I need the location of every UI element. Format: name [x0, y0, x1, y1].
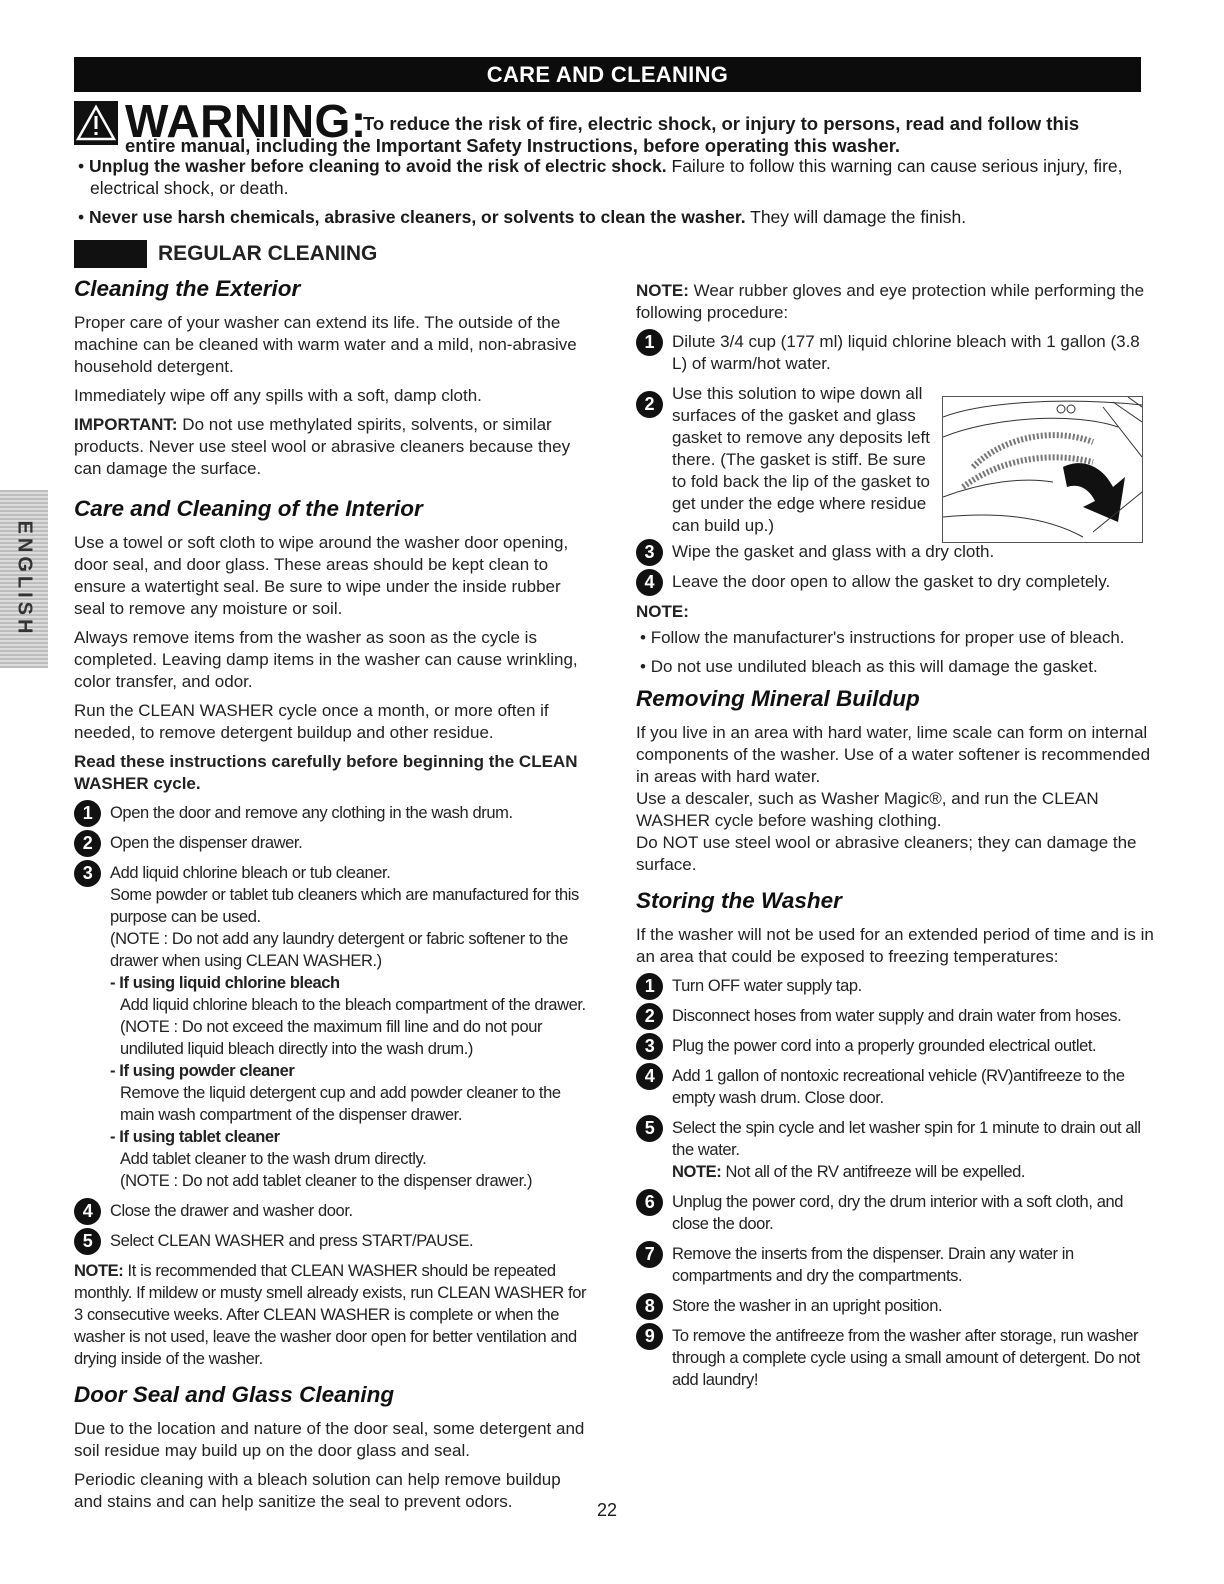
clean-step-4	[74, 1200, 589, 1222]
storing-step-4	[636, 1065, 1156, 1109]
bleach-note-heading: NOTE:	[636, 602, 689, 621]
step-number-icon: 1	[636, 329, 663, 356]
storing-step-3	[636, 1035, 1156, 1057]
storing-step-7	[636, 1243, 1156, 1287]
bleach-note-label: NOTE:	[636, 281, 689, 300]
step-number-icon: 2	[636, 391, 663, 418]
heading-mineral-buildup: Removing Mineral Buildup	[636, 686, 920, 711]
storing-intro: If the washer will not be used for an extended period of time and is in an area that could be exposed to freezing temperatures:	[636, 925, 1154, 966]
storing-step-6-text: Unplug the power cord, dry the drum interior with a soft cloth, and close the door.	[672, 1193, 1124, 1233]
bleach-procedure-note	[636, 280, 1156, 324]
bleach-step-2-text: Use this solution to wipe down all surfaces of the gasket and glass gasket to remove any deposits left there. (The gasket is stiff. Be sure to fold back the lip of the gasket to get under the edge where residue can build up.)	[672, 384, 930, 535]
door-paragraph-1: Due to the location and nature of the door seal, some detergent and soil residue may build up on the door glass and seal.	[74, 1419, 585, 1460]
sub-tablet-cleaner	[110, 1126, 589, 1192]
storing-step-1	[636, 975, 1156, 997]
storing-step-2-text: Disconnect hoses from water supply and drain water from hoses.	[672, 1007, 1122, 1025]
step-number-icon: 5	[636, 1115, 663, 1142]
language-side-tab	[0, 490, 48, 668]
sub-powder-cleaner-text: Remove the liquid detergent cup and add powder cleaner to the main wash compartment of the dispenser drawer.	[120, 1084, 561, 1124]
important-label: IMPORTANT:	[74, 415, 178, 434]
warning-bullet-1-text: Failure to follow this warning can cause serious injury, fire, electrical shock, or death.	[90, 156, 1123, 198]
storing-step-9-text: To remove the antifreeze from the washer after storage, run washer through a complete cycle using a small amount of detergent. Do not add laundry!	[672, 1327, 1140, 1389]
sub-powder-cleaner-label: - If using powder cleaner	[110, 1062, 295, 1080]
clean-washer-note-label: NOTE:	[74, 1262, 124, 1280]
storing-step-6	[636, 1191, 1156, 1235]
storing-step-5-note-label: NOTE:	[672, 1163, 722, 1181]
bleach-step-3-text: Wipe the gasket and glass with a dry cloth.	[672, 542, 995, 561]
gasket-illustration-graphic	[943, 397, 1142, 542]
clean-step-2	[74, 832, 589, 854]
heading-cleaning-exterior: Cleaning the Exterior	[74, 276, 301, 301]
bleach-step-1-text: Dilute 3/4 cup (177 ml) liquid chlorine bleach with 1 gallon (3.8 L) of warm/hot water.	[672, 332, 1140, 373]
bleach-bullet-1-text: Follow the manufacturer's instructions for proper use of bleach.	[650, 628, 1125, 647]
clean-step-3	[74, 862, 589, 1192]
warning-bullet-2-bold: Never use harsh chemicals, abrasive cleaners, or solvents to clean the washer.	[89, 207, 746, 227]
warning-line-2: entire manual, including the Important Safety Instructions, before operating this washer.	[125, 135, 901, 156]
sub-liquid-bleach-label: - If using liquid chlorine bleach	[110, 974, 340, 992]
clean-step-3-more: Some powder or tablet tub cleaners which are manufactured for this purpose can be used.	[110, 886, 579, 926]
bleach-bullet-2-text: Do not use undiluted bleach as this will damage the gasket.	[650, 657, 1098, 676]
step-number-icon: 1	[636, 973, 663, 1000]
sub-tablet-cleaner-text-1: Add tablet cleaner to the wash drum directly.	[120, 1150, 427, 1168]
sub-tablet-cleaner-text-2: (NOTE : Do not add tablet cleaner to the dispenser drawer.)	[120, 1172, 533, 1190]
clean-step-1	[74, 802, 589, 824]
interior-paragraph-3: Run the CLEAN WASHER cycle once a month, or more often if needed, to remove detergent buildup and other residue.	[74, 701, 549, 742]
mineral-paragraph-1: If you live in an area with hard water, lime scale can form on internal components of the washer. Use of a water softener is recommended in areas with hard water.	[636, 723, 1151, 786]
step-number-icon: 9	[636, 1323, 663, 1350]
clean-step-3-text: Add liquid chlorine bleach or tub cleaner.	[110, 864, 391, 882]
heading-care-interior: Care and Cleaning of the Interior	[74, 496, 423, 521]
interior-paragraph-2: Always remove items from the washer as soon as the cycle is completed. Leaving damp items in the washer can cause wrinkling, color transfer, and odor.	[74, 628, 578, 691]
storing-step-7-text: Remove the inserts from the dispenser. Drain any water in compartments and dry the compartments.	[672, 1245, 1074, 1285]
bleach-step-1	[636, 331, 1156, 375]
step-number-icon: 1	[74, 800, 101, 827]
bleach-step-3	[636, 541, 1156, 563]
clean-step-2-text: Open the dispenser drawer.	[110, 834, 303, 852]
exterior-paragraph-1: Proper care of your washer can extend its life. The outside of the machine can be cleaned with warm water and a mild, non-abrasive household detergent.	[74, 313, 577, 376]
warning-bullet-2: • Never use harsh chemicals, abrasive cleaners, or solvents to clean the washer. They will damage the finish.	[78, 207, 967, 227]
warning-title: WARNING:	[125, 95, 367, 147]
important-text: Do not use methylated spirits, solvents, or similar products. Never use steel wool or abrasive cleaners because they can damage the surface.	[74, 415, 571, 478]
step-number-icon: 4	[74, 1198, 101, 1225]
sub-powder-cleaner	[110, 1060, 589, 1126]
page-number: 22	[597, 1500, 618, 1520]
step-number-icon: 2	[636, 1003, 663, 1030]
storing-step-9	[636, 1325, 1156, 1391]
bleach-bullet-1: • Follow the manufacturer's instructions for proper use of bleach.	[640, 628, 1125, 647]
storing-step-8-text: Store the washer in an upright position.	[672, 1297, 943, 1315]
bleach-bullet-2: • Do not use undiluted bleach as this will damage the gasket.	[640, 657, 1098, 676]
clean-step-5	[74, 1230, 589, 1252]
storing-step-1-text: Turn OFF water supply tap.	[672, 977, 862, 995]
warning-bullet-1: • Unplug the washer before cleaning to avoid the risk of electric shock. Failure to follow this warning can cause serious injury, fire, electrical shock, or death.	[78, 156, 1123, 198]
mineral-paragraph-3: Do NOT use steel wool or abrasive cleaners; they can damage the surface.	[636, 833, 1137, 874]
sub-tablet-cleaner-label: - If using tablet cleaner	[110, 1128, 280, 1146]
heading-storing-washer: Storing the Washer	[636, 888, 842, 913]
bleach-note-text: Wear rubber gloves and eye protection while performing the following procedure:	[636, 281, 1145, 322]
storing-step-3-text: Plug the power cord into a properly grounded electrical outlet.	[672, 1037, 1097, 1055]
clean-washer-note-text: It is recommended that CLEAN WASHER should be repeated monthly. If mildew or musty smell already exists, run CLEAN WASHER for 3 consecutive weeks. After CLEAN WASHER is complete or when the washer is not used, leave the washer door open for better ventilation and drying inside of the washer.	[74, 1262, 587, 1368]
sub-liquid-bleach	[110, 972, 589, 1060]
section-bar	[74, 240, 147, 268]
step-number-icon: 3	[636, 539, 663, 566]
storing-step-5-note-text: Not all of the RV antifreeze will be expelled.	[721, 1163, 1026, 1181]
storing-step-5-text: Select the spin cycle and let washer spin for 1 minute to drain out all the water.	[672, 1119, 1141, 1159]
warning-triangle-icon	[74, 101, 118, 145]
step-number-icon: 7	[636, 1241, 663, 1268]
interior-paragraph-1: Use a towel or soft cloth to wipe around the washer door opening, door seal, and door glass. These areas should be kept clean to ensure a watertight seal. Be sure to wipe under the inside rubber seal to remove any moisture or soil.	[74, 533, 569, 618]
warning-bullet-2-text: They will damage the finish.	[745, 207, 967, 227]
sub-liquid-bleach-text: Add liquid chlorine bleach to the bleach compartment of the drawer. (NOTE : Do not exceed the maximum fill line and do not pour undiluted liquid bleach directly into the wash drum.)	[120, 996, 586, 1058]
storing-step-4-text: Add 1 gallon of nontoxic recreational vehicle (RV)antifreeze to the empty wash drum. Close door.	[672, 1067, 1125, 1107]
mineral-paragraph-2: Use a descaler, such as Washer Magic®, and run the CLEAN WASHER cycle before washing clothing.	[636, 789, 1099, 830]
step-number-icon: 5	[74, 1228, 101, 1255]
storing-step-8	[636, 1295, 1156, 1317]
step-number-icon: 3	[74, 860, 101, 887]
step-number-icon: 2	[74, 830, 101, 857]
storing-step-2	[636, 1005, 1156, 1027]
step-number-icon: 4	[636, 1063, 663, 1090]
gasket-illustration	[942, 396, 1143, 543]
left-column	[74, 278, 589, 1520]
warning-bullets	[74, 155, 1149, 235]
bleach-step-4	[636, 571, 1156, 593]
bleach-step-4-text: Leave the door open to allow the gasket to dry completely.	[672, 572, 1111, 591]
clean-step-1-text: Open the door and remove any clothing in the wash drum.	[110, 804, 513, 822]
step-number-icon: 6	[636, 1189, 663, 1216]
heading-door-seal: Door Seal and Glass Cleaning	[74, 1382, 395, 1407]
warning-line-1: To reduce the risk of fire, electric shock, or injury to persons, read and follow this	[363, 113, 1080, 134]
storing-step-5	[636, 1117, 1156, 1183]
right-column	[636, 280, 1156, 1399]
section-title: REGULAR CLEANING	[158, 242, 378, 265]
step-number-icon: 8	[636, 1293, 663, 1320]
step-number-icon: 4	[636, 569, 663, 596]
clean-step-3-note: (NOTE : Do not add any laundry detergent or fabric softener to the drawer when using CLEAN WASHER.)	[110, 930, 568, 970]
warning-bullet-1-bold: Unplug the washer before cleaning to avoid the risk of electric shock.	[89, 156, 667, 176]
bleach-step-2	[636, 383, 1156, 533]
clean-washer-note	[74, 1260, 589, 1370]
clean-step-4-text: Close the drawer and washer door.	[110, 1202, 353, 1220]
clean-step-5-text: Select CLEAN WASHER and press START/PAUSE.	[110, 1232, 474, 1250]
step-number-icon: 3	[636, 1033, 663, 1060]
language-side-tab-label: ENGLISH	[13, 520, 36, 638]
exterior-paragraph-2: Immediately wipe off any spills with a soft, damp cloth.	[74, 386, 482, 405]
exterior-important	[74, 414, 589, 480]
page-banner: CARE AND CLEANING	[74, 57, 1141, 92]
interior-read-instructions: Read these instructions carefully before beginning the CLEAN WASHER cycle.	[74, 752, 578, 793]
door-paragraph-2: Periodic cleaning with a bleach solution can help remove buildup and stains and can help sanitize the seal to prevent odors.	[74, 1470, 561, 1511]
